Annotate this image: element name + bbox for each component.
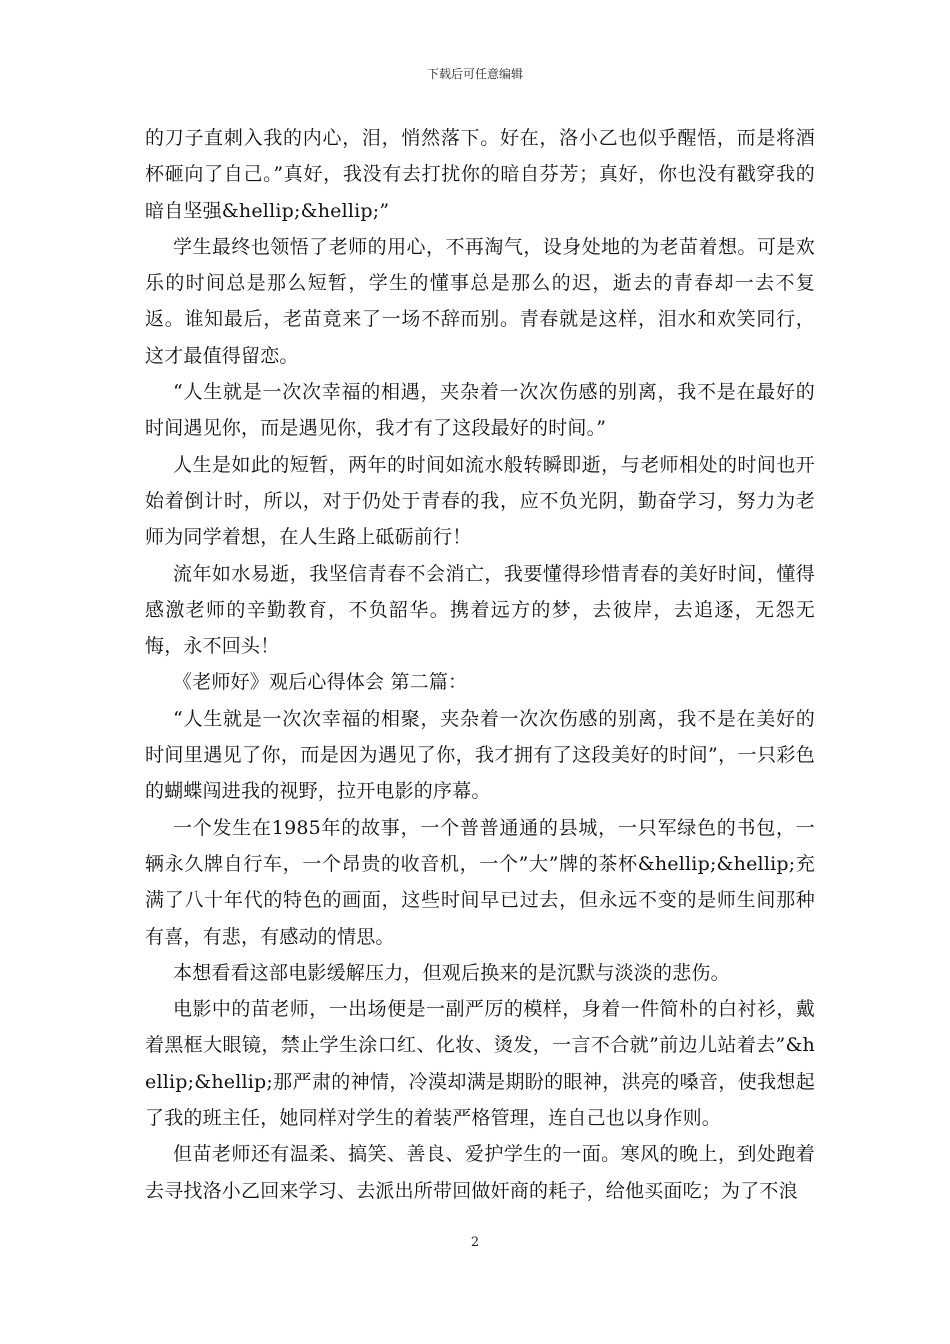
paragraph-9: 本想看看这部电影缓解压力，但观后换来的是沉默与淡淡的悲伤。: [173, 961, 730, 984]
paragraph-1: 的刀子直刺入我的内心，泪，悄然落下。好在，洛小乙也似乎醒悟，而是将酒杯砸向了自己。”真好，我没有去打扰你的暗自芬芳；真好，你也没有戳穿我的暗自坚强&hellip;&hellip;”: [145, 127, 815, 222]
paragraph-11: 但苗老师还有温柔、搞笑、善良、爱护学生的一面。寒风的晚上，到处跑着去寻找洛小乙回来学习、去派出所带回做奸商的耗子，给他买面吃；为了不浪: [145, 1143, 815, 1202]
paragraph-2: 学生最终也领悟了老师的用心，不再淘气，设身处地的为老苗着想。可是欢乐的时间总是那么短暂，学生的懂事总是那么的迟，逝去的青春却一去不复返。谁知最后，老苗竟来了一场不辞而别。青春就是这样，泪水和欢笑同行，这才最值得留恋。: [145, 235, 815, 367]
section-heading: 《老师好》观后心得体会 第二篇：: [173, 671, 468, 694]
paragraph-3: “人生就是一次次幸福的相遇，夹杂着一次次伤感的别离，我不是在最好的时间遇见你，而是遇见你，我才有了这段最好的时间。”: [145, 381, 815, 440]
paragraph-4: 人生是如此的短暂，两年的时间如流水般转瞬即逝，与老师相处的时间也开始着倒计时，所以，对于仍处于青春的我，应不负光阴，勤奋学习，努力为老师为同学着想，在人生路上砥砺前行！: [145, 453, 815, 549]
paragraph-8: 一个发生在1985年的故事，一个普普通通的县城，一只军绿色的书包，一辆永久牌自行车，一个昂贵的收音机，一个”大”牌的茶杯&hellip;&hellip;充满了八十年代的特色的画面，这些时间早已过去，但永远不变的是师生间那种有喜，有悲，有感动的情思。: [145, 816, 815, 948]
page-number: 2: [470, 1235, 480, 1250]
page-header: 下载后可任意编辑: [426, 67, 523, 81]
paragraph-5: 流年如水易逝，我坚信青春不会消亡，我要懂得珍惜青春的美好时间，懂得感激老师的辛勤教育，不负韶华。携着远方的梦，去彼岸，去追逐，无怨无悔，永不回头！: [145, 562, 815, 658]
paragraph-10: 电影中的苗老师，一出场便是一副严厉的模样，身着一件简朴的白衬衫，戴着黑框大眼镜，禁止学生涂口红、化妆、烫发，一言不合就”前边儿站着去”&hellip;&hellip;那严肃的神情，冷漠却满是期盼的眼神，洪亮的嗓音，使我想起了我的班主任，她同样对学生的着装严格管理，连自己也以身作则。: [145, 998, 815, 1130]
document-body: [145, 120, 815, 1209]
paragraph-7: “人生就是一次次幸福的相聚，夹杂着一次次伤感的别离，我不是在美好的时间里遇见了你，而是因为遇见了你，我才拥有了这段美好的时间”，一只彩色的蝴蝶闯进我的视野，拉开电影的序幕。: [145, 707, 815, 803]
